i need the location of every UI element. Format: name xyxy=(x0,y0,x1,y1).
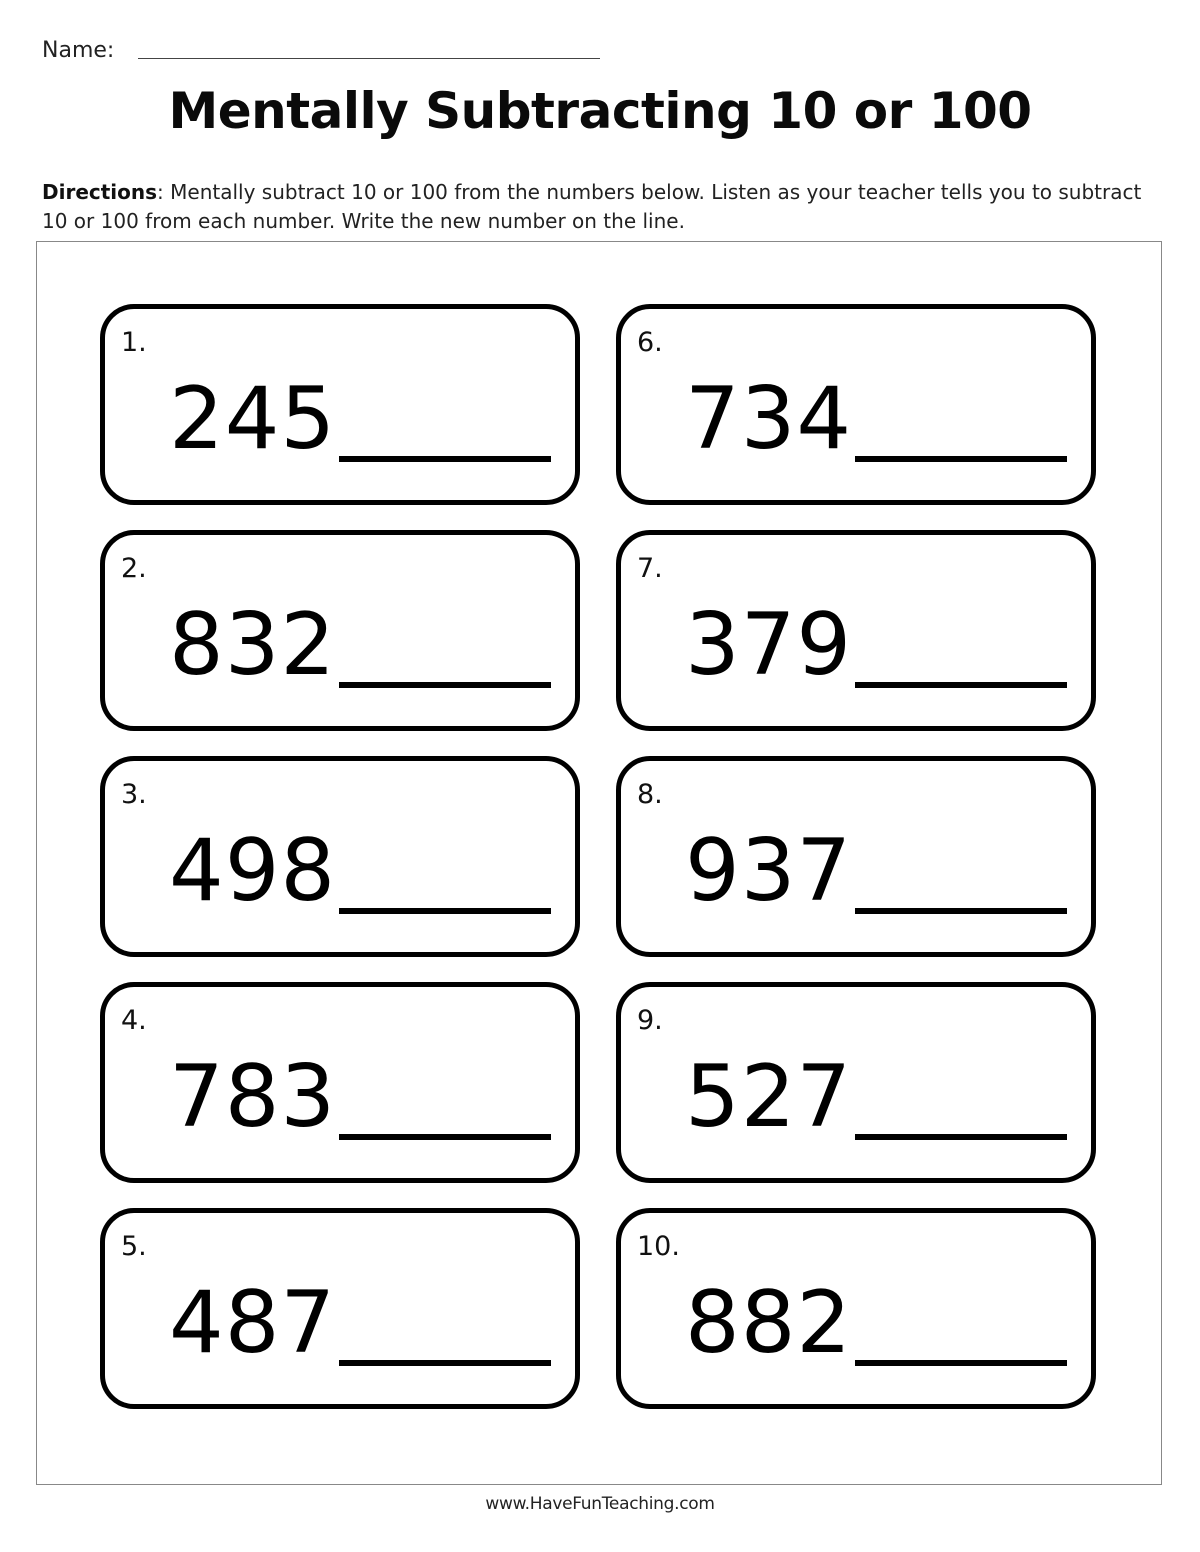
problem-card-3 xyxy=(100,756,580,957)
directions-label: Directions xyxy=(42,180,158,204)
answer-line[interactable] xyxy=(855,1360,1067,1366)
problem-number: 1. xyxy=(121,327,147,358)
problem-value: 487 xyxy=(169,1273,337,1373)
problem-card-4 xyxy=(100,982,580,1183)
problem-value: 379 xyxy=(685,595,853,695)
answer-line[interactable] xyxy=(855,1134,1067,1140)
problem-number: 6. xyxy=(637,327,663,358)
problem-card-8 xyxy=(616,756,1096,957)
answer-line[interactable] xyxy=(339,456,551,462)
name-row xyxy=(42,36,602,66)
name-line[interactable] xyxy=(138,58,600,59)
problem-value: 734 xyxy=(685,369,853,469)
worksheet-title: Mentally Subtracting 10 or 100 xyxy=(168,82,1032,140)
answer-line[interactable] xyxy=(855,682,1067,688)
directions-text: : Mentally subtract 10 or 100 from the numbers below. Listen as your teacher tells you to subtract 10 or 100 from each number. Write the new number on the line. xyxy=(42,180,1142,233)
answer-line[interactable] xyxy=(855,456,1067,462)
problem-value: 783 xyxy=(169,1047,337,1147)
problem-value: 527 xyxy=(685,1047,853,1147)
problem-number: 7. xyxy=(637,553,663,584)
answer-line[interactable] xyxy=(339,1360,551,1366)
problem-number: 10. xyxy=(637,1231,680,1262)
problem-card-1 xyxy=(100,304,580,505)
problem-number: 8. xyxy=(637,779,663,810)
problems-frame xyxy=(36,241,1162,1485)
answer-line[interactable] xyxy=(339,1134,551,1140)
directions xyxy=(42,178,1142,236)
problem-card-5 xyxy=(100,1208,580,1409)
problem-card-10 xyxy=(616,1208,1096,1409)
problem-number: 2. xyxy=(121,553,147,584)
answer-line[interactable] xyxy=(339,682,551,688)
problem-card-6 xyxy=(616,304,1096,505)
name-label: Name: xyxy=(42,38,115,63)
footer-website: www.HaveFunTeaching.com xyxy=(485,1494,715,1514)
answer-line[interactable] xyxy=(339,908,551,914)
answer-line[interactable] xyxy=(855,908,1067,914)
problem-card-2 xyxy=(100,530,580,731)
problem-number: 3. xyxy=(121,779,147,810)
problem-value: 245 xyxy=(169,369,337,469)
problem-value: 937 xyxy=(685,821,853,921)
problem-value: 832 xyxy=(169,595,337,695)
problem-card-7 xyxy=(616,530,1096,731)
problem-card-9 xyxy=(616,982,1096,1183)
problem-value: 882 xyxy=(685,1273,853,1373)
problem-number: 5. xyxy=(121,1231,147,1262)
problem-number: 4. xyxy=(121,1005,147,1036)
problem-value: 498 xyxy=(169,821,337,921)
problem-number: 9. xyxy=(637,1005,663,1036)
